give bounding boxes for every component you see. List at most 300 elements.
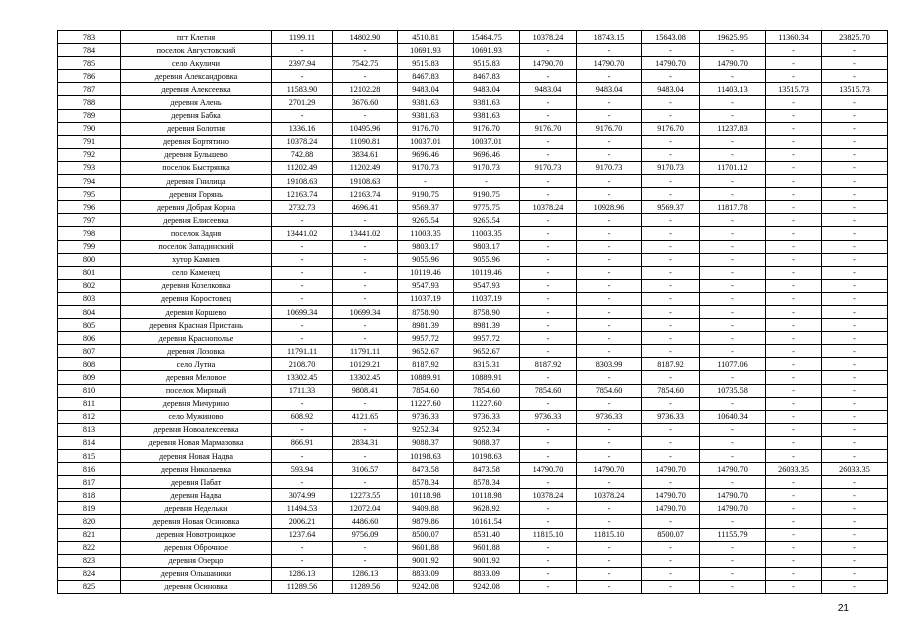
value-cell: -	[766, 489, 822, 502]
settlement-name-cell: поселок Августовский	[121, 44, 272, 57]
value-cell: -	[333, 70, 398, 83]
settlement-name-cell: деревня Александровка	[121, 70, 272, 83]
value-cell: 9409.88	[398, 502, 454, 515]
value-cell: -	[577, 266, 642, 279]
table-row	[58, 384, 888, 397]
value-cell: 11289.56	[272, 580, 333, 593]
value-cell: 9001.92	[398, 554, 454, 567]
value-cell: -	[700, 476, 766, 489]
value-cell: 7854.60	[520, 384, 577, 397]
value-cell: -	[333, 423, 398, 436]
value-cell: 13515.73	[822, 83, 888, 96]
value-cell: 10378.24	[520, 31, 577, 44]
value-cell: -	[766, 109, 822, 122]
value-cell: -	[822, 96, 888, 109]
table-row	[58, 201, 888, 214]
value-cell: 11155.79	[700, 528, 766, 541]
value-cell: -	[520, 554, 577, 567]
table-row	[58, 502, 888, 515]
settlement-name-cell: деревня Алень	[121, 96, 272, 109]
value-cell: 8500.07	[642, 528, 700, 541]
value-cell: -	[822, 305, 888, 318]
value-cell: 8467.83	[454, 70, 520, 83]
value-cell: -	[766, 148, 822, 161]
settlement-name-cell: деревня Гнилица	[121, 175, 272, 188]
value-cell: -	[700, 541, 766, 554]
value-cell: -	[520, 266, 577, 279]
value-cell: 11227.60	[454, 397, 520, 410]
row-number-cell: 818	[58, 489, 121, 502]
value-cell: -	[822, 266, 888, 279]
value-cell: -	[822, 44, 888, 57]
value-cell: -	[766, 397, 822, 410]
value-cell: -	[766, 70, 822, 83]
value-cell: 11815.10	[520, 528, 577, 541]
value-cell: -	[520, 279, 577, 292]
value-cell: -	[577, 305, 642, 318]
value-cell: -	[766, 450, 822, 463]
settlement-name-cell: деревня Новая Надва	[121, 450, 272, 463]
value-cell: -	[822, 489, 888, 502]
value-cell: -	[577, 70, 642, 83]
table-row	[58, 332, 888, 345]
value-cell: -	[272, 214, 333, 227]
settlement-name-cell: деревня Лозовка	[121, 345, 272, 358]
value-cell: 14790.70	[577, 57, 642, 70]
settlement-name-cell: деревня Надва	[121, 489, 272, 502]
table-row	[58, 148, 888, 161]
value-cell: -	[700, 332, 766, 345]
settlement-name-cell: село Акуличи	[121, 57, 272, 70]
value-cell: 14790.70	[700, 57, 766, 70]
value-cell: 9515.83	[454, 57, 520, 70]
value-cell: 13441.02	[272, 227, 333, 240]
value-cell: -	[766, 345, 822, 358]
value-cell: -	[766, 476, 822, 489]
value-cell: 19625.95	[700, 31, 766, 44]
value-cell: 11815.10	[577, 528, 642, 541]
settlement-name-cell: деревня Бортятино	[121, 135, 272, 148]
value-cell: -	[520, 305, 577, 318]
value-cell: 1286.13	[333, 567, 398, 580]
value-cell: -	[822, 423, 888, 436]
value-cell: -	[642, 44, 700, 57]
value-cell: -	[520, 580, 577, 593]
value-cell: 14790.70	[700, 463, 766, 476]
value-cell: -	[822, 175, 888, 188]
value-cell: -	[700, 227, 766, 240]
value-cell: -	[333, 44, 398, 57]
value-cell: -	[520, 515, 577, 528]
value-cell: 9547.93	[454, 279, 520, 292]
settlement-name-cell: деревня Новоалексеевка	[121, 423, 272, 436]
settlement-name-cell: село Лутна	[121, 358, 272, 371]
table-row	[58, 96, 888, 109]
value-cell: -	[642, 423, 700, 436]
value-cell: 2732.73	[272, 201, 333, 214]
table-row	[58, 410, 888, 423]
row-number-cell: 803	[58, 292, 121, 305]
row-number-cell: 797	[58, 214, 121, 227]
value-cell: -	[822, 358, 888, 371]
value-cell: 7854.60	[577, 384, 642, 397]
value-cell: 10495.96	[333, 122, 398, 135]
settlement-name-cell: поселок Мирный	[121, 384, 272, 397]
value-cell: 9775.75	[454, 201, 520, 214]
value-cell: 9696.46	[454, 148, 520, 161]
value-cell: -	[766, 161, 822, 174]
value-cell: 9652.67	[454, 345, 520, 358]
value-cell: 11583.90	[272, 83, 333, 96]
value-cell: 8467.83	[398, 70, 454, 83]
value-cell: 19108.63	[272, 175, 333, 188]
value-cell: -	[577, 253, 642, 266]
value-cell: 4486.60	[333, 515, 398, 528]
value-cell: -	[520, 476, 577, 489]
row-number-cell: 785	[58, 57, 121, 70]
table-row	[58, 31, 888, 44]
value-cell: 9879.86	[398, 515, 454, 528]
value-cell: -	[577, 188, 642, 201]
value-cell: 2397.94	[272, 57, 333, 70]
value-cell: -	[577, 175, 642, 188]
value-cell: 13302.45	[333, 371, 398, 384]
table-row	[58, 554, 888, 567]
value-cell: -	[520, 332, 577, 345]
value-cell: -	[642, 397, 700, 410]
value-cell: 15464.75	[454, 31, 520, 44]
value-cell: -	[577, 319, 642, 332]
value-cell: 8187.92	[520, 358, 577, 371]
value-cell: 10118.98	[454, 489, 520, 502]
row-number-cell: 814	[58, 436, 121, 449]
row-number-cell: 817	[58, 476, 121, 489]
value-cell: 19108.63	[333, 175, 398, 188]
value-cell: 9176.70	[577, 122, 642, 135]
value-cell: -	[700, 253, 766, 266]
value-cell: 1336.16	[272, 122, 333, 135]
value-cell: 866.91	[272, 436, 333, 449]
settlement-name-cell: деревня Коршево	[121, 305, 272, 318]
value-cell: 10119.46	[398, 266, 454, 279]
value-cell: 608.92	[272, 410, 333, 423]
value-cell: 9176.70	[520, 122, 577, 135]
value-cell: 3676.60	[333, 96, 398, 109]
value-cell: 9176.70	[642, 122, 700, 135]
value-cell: 10928.96	[577, 201, 642, 214]
value-cell: 11403.13	[700, 83, 766, 96]
value-cell: -	[766, 292, 822, 305]
row-number-cell: 824	[58, 567, 121, 580]
value-cell: -	[577, 436, 642, 449]
value-cell: 9242.08	[398, 580, 454, 593]
value-cell: -	[766, 227, 822, 240]
value-cell: -	[272, 279, 333, 292]
row-number-cell: 823	[58, 554, 121, 567]
value-cell: 2006.21	[272, 515, 333, 528]
value-cell: -	[272, 541, 333, 554]
value-cell: -	[822, 148, 888, 161]
value-cell: 8981.39	[454, 319, 520, 332]
table-row	[58, 436, 888, 449]
value-cell: -	[272, 397, 333, 410]
value-cell: -	[822, 436, 888, 449]
value-cell: -	[642, 96, 700, 109]
value-cell: -	[642, 515, 700, 528]
value-cell: -	[577, 476, 642, 489]
value-cell: -	[822, 201, 888, 214]
value-cell: -	[700, 567, 766, 580]
value-cell: 11077.06	[700, 358, 766, 371]
value-cell: 11202.49	[272, 161, 333, 174]
settlement-name-cell: пгт Клетня	[121, 31, 272, 44]
value-cell: -	[577, 502, 642, 515]
value-cell: -	[766, 319, 822, 332]
value-cell: -	[272, 554, 333, 567]
table-row	[58, 319, 888, 332]
value-cell: 9055.96	[398, 253, 454, 266]
value-cell: 7854.60	[398, 384, 454, 397]
value-cell: -	[642, 253, 700, 266]
value-cell: 9483.04	[520, 83, 577, 96]
value-cell: -	[822, 279, 888, 292]
value-cell: -	[822, 397, 888, 410]
value-cell: -	[700, 148, 766, 161]
value-cell: 8578.34	[398, 476, 454, 489]
table-row	[58, 292, 888, 305]
value-cell: 9736.33	[642, 410, 700, 423]
value-cell: -	[333, 476, 398, 489]
value-cell: -	[642, 70, 700, 83]
value-cell: 26033.35	[822, 463, 888, 476]
value-cell: -	[766, 502, 822, 515]
table-row	[58, 515, 888, 528]
value-cell: 13515.73	[766, 83, 822, 96]
value-cell: -	[577, 109, 642, 122]
value-cell: 742.88	[272, 148, 333, 161]
row-number-cell: 792	[58, 148, 121, 161]
value-cell: -	[577, 541, 642, 554]
value-cell: 8981.39	[398, 319, 454, 332]
value-cell: -	[272, 266, 333, 279]
row-number-cell: 788	[58, 96, 121, 109]
value-cell: 4121.65	[333, 410, 398, 423]
value-cell: 12163.74	[333, 188, 398, 201]
value-cell: -	[642, 227, 700, 240]
value-cell: 10198.63	[454, 450, 520, 463]
value-cell: -	[520, 214, 577, 227]
value-cell: -	[398, 175, 454, 188]
table-row	[58, 305, 888, 318]
value-cell: -	[700, 319, 766, 332]
value-cell: 11227.60	[398, 397, 454, 410]
table-row	[58, 279, 888, 292]
value-cell: 8758.90	[398, 305, 454, 318]
settlement-name-cell: деревня Добрая Корна	[121, 201, 272, 214]
settlement-name-cell: деревня Красная Пристань	[121, 319, 272, 332]
value-cell: 11791.11	[272, 345, 333, 358]
value-cell: -	[454, 175, 520, 188]
value-cell: -	[766, 44, 822, 57]
value-cell: -	[766, 410, 822, 423]
table-row	[58, 266, 888, 279]
value-cell: 9736.33	[454, 410, 520, 423]
value-cell: 8473.58	[454, 463, 520, 476]
value-cell: -	[333, 266, 398, 279]
value-cell: -	[700, 266, 766, 279]
row-number-cell: 810	[58, 384, 121, 397]
value-cell: -	[642, 188, 700, 201]
value-cell: -	[520, 188, 577, 201]
table-row	[58, 57, 888, 70]
row-number-cell: 816	[58, 463, 121, 476]
value-cell: 12273.55	[333, 489, 398, 502]
row-number-cell: 800	[58, 253, 121, 266]
table-row	[58, 175, 888, 188]
value-cell: -	[272, 423, 333, 436]
value-cell: 14790.70	[642, 502, 700, 515]
value-cell: -	[333, 450, 398, 463]
value-cell: -	[577, 44, 642, 57]
value-cell: 3106.57	[333, 463, 398, 476]
row-number-cell: 802	[58, 279, 121, 292]
value-cell: -	[520, 371, 577, 384]
row-number-cell: 809	[58, 371, 121, 384]
row-number-cell: 794	[58, 175, 121, 188]
value-cell: 9252.34	[454, 423, 520, 436]
value-cell: -	[822, 227, 888, 240]
value-cell: -	[822, 476, 888, 489]
value-cell: 8187.92	[642, 358, 700, 371]
value-cell: 18743.15	[577, 31, 642, 44]
value-cell: 9483.04	[642, 83, 700, 96]
value-cell: -	[272, 332, 333, 345]
value-cell: -	[272, 240, 333, 253]
value-cell: 7542.75	[333, 57, 398, 70]
value-cell: -	[577, 567, 642, 580]
value-cell: -	[766, 567, 822, 580]
settlement-name-cell: деревня Болотня	[121, 122, 272, 135]
value-cell: 9001.92	[454, 554, 520, 567]
value-cell: -	[642, 332, 700, 345]
page-number: 21	[837, 603, 849, 614]
value-cell: 10699.34	[333, 305, 398, 318]
table-row	[58, 541, 888, 554]
value-cell: 14790.70	[700, 502, 766, 515]
value-cell: -	[766, 96, 822, 109]
value-cell: 10198.63	[398, 450, 454, 463]
value-cell: -	[642, 319, 700, 332]
value-cell: -	[577, 135, 642, 148]
settlement-name-cell: деревня Алексеевка	[121, 83, 272, 96]
value-cell: -	[577, 227, 642, 240]
value-cell: -	[272, 292, 333, 305]
row-number-cell: 808	[58, 358, 121, 371]
value-cell: -	[333, 253, 398, 266]
table-row	[58, 489, 888, 502]
value-cell: 9170.73	[520, 161, 577, 174]
value-cell: 15643.08	[642, 31, 700, 44]
value-cell: -	[700, 305, 766, 318]
value-cell: 9957.72	[398, 332, 454, 345]
value-cell: -	[577, 279, 642, 292]
row-number-cell: 799	[58, 240, 121, 253]
value-cell: 9055.96	[454, 253, 520, 266]
row-number-cell: 790	[58, 122, 121, 135]
value-cell: -	[766, 436, 822, 449]
value-cell: -	[272, 70, 333, 83]
value-cell: -	[700, 345, 766, 358]
row-number-cell: 795	[58, 188, 121, 201]
value-cell: -	[333, 541, 398, 554]
value-cell: 9176.70	[454, 122, 520, 135]
row-number-cell: 789	[58, 109, 121, 122]
row-number-cell: 798	[58, 227, 121, 240]
value-cell: 9381.63	[454, 109, 520, 122]
value-cell: -	[642, 148, 700, 161]
value-cell: -	[520, 567, 577, 580]
value-cell: -	[520, 450, 577, 463]
value-cell: -	[520, 319, 577, 332]
row-number-cell: 801	[58, 266, 121, 279]
value-cell: 9736.33	[577, 410, 642, 423]
value-cell: -	[642, 476, 700, 489]
table-row	[58, 253, 888, 266]
value-cell: 11003.35	[398, 227, 454, 240]
value-cell: -	[520, 502, 577, 515]
value-cell: 9170.73	[398, 161, 454, 174]
value-cell: 10691.93	[398, 44, 454, 57]
value-cell: -	[520, 175, 577, 188]
value-cell: 9170.73	[642, 161, 700, 174]
value-cell: -	[822, 384, 888, 397]
value-cell: -	[700, 436, 766, 449]
table-row	[58, 83, 888, 96]
value-cell: -	[700, 423, 766, 436]
value-cell: 14790.70	[520, 57, 577, 70]
value-cell: 4510.81	[398, 31, 454, 44]
value-cell: 11037.19	[454, 292, 520, 305]
value-cell: -	[520, 397, 577, 410]
table-row	[58, 188, 888, 201]
value-cell: -	[822, 502, 888, 515]
row-number-cell: 793	[58, 161, 121, 174]
value-cell: 9601.88	[398, 541, 454, 554]
value-cell: 10161.54	[454, 515, 520, 528]
value-cell: 8187.92	[398, 358, 454, 371]
value-cell: 8473.58	[398, 463, 454, 476]
value-cell: 13441.02	[333, 227, 398, 240]
settlement-name-cell: село Каменец	[121, 266, 272, 279]
value-cell: 14790.70	[642, 57, 700, 70]
value-cell: -	[700, 371, 766, 384]
value-cell: -	[333, 279, 398, 292]
value-cell: 10691.93	[454, 44, 520, 57]
value-cell: 9242.08	[454, 580, 520, 593]
value-cell: -	[333, 214, 398, 227]
value-cell: -	[577, 554, 642, 567]
table-row	[58, 528, 888, 541]
value-cell: 9381.63	[398, 96, 454, 109]
value-cell: -	[700, 554, 766, 567]
value-cell: -	[642, 567, 700, 580]
value-cell: 9696.46	[398, 148, 454, 161]
value-cell: -	[520, 436, 577, 449]
value-cell: -	[642, 580, 700, 593]
value-cell: -	[766, 384, 822, 397]
row-number-cell: 815	[58, 450, 121, 463]
value-cell: -	[700, 70, 766, 83]
